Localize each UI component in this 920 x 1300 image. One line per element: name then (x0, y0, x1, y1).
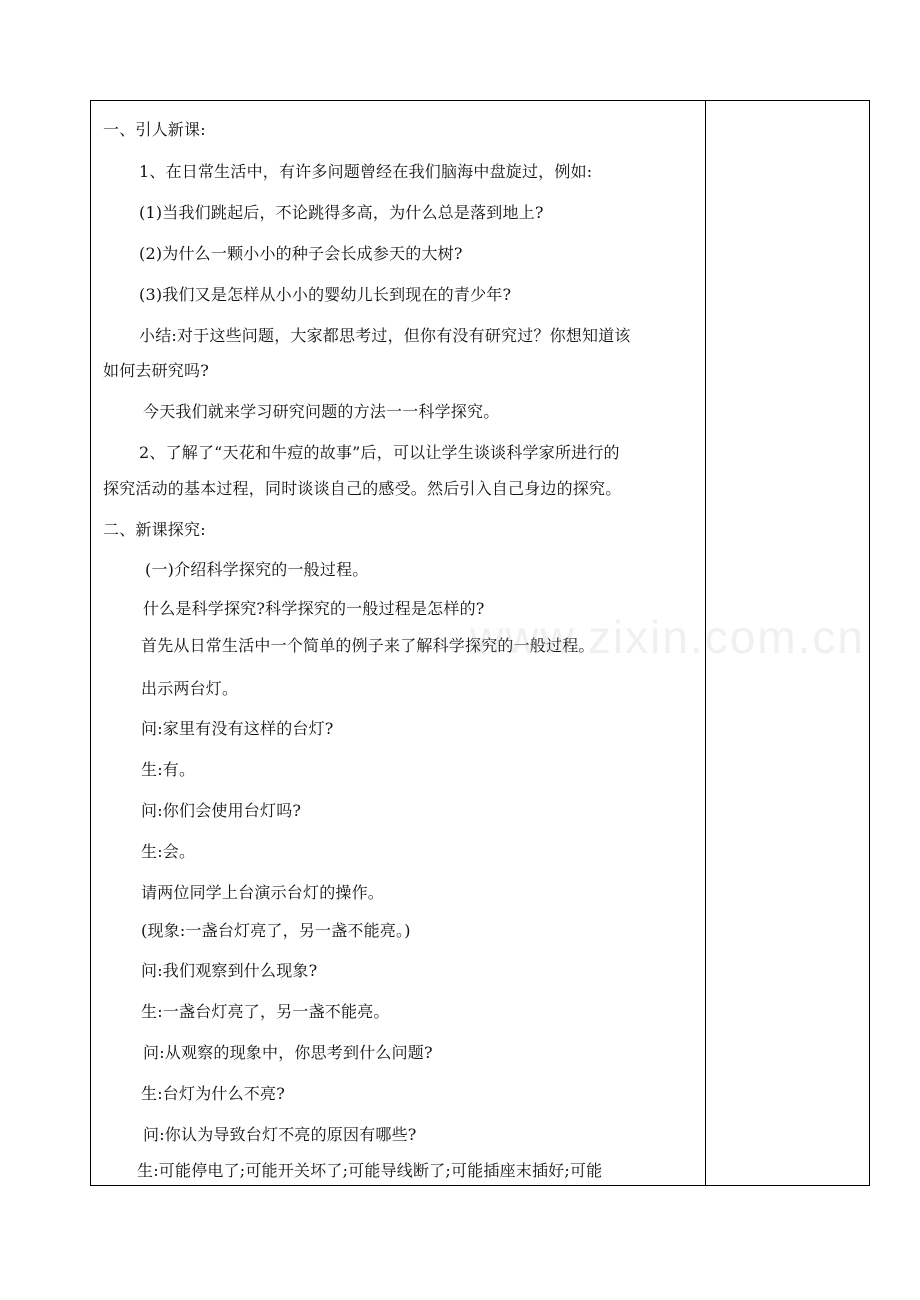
paragraph-line: (2)为什么一颗小小的种子会长成参天的大树? (139, 244, 463, 263)
paragraph-line: 出示两台灯。 (141, 679, 239, 698)
watermark-logo: www.zixin.com.cn (470, 611, 865, 663)
paragraph-line: 什么是科学探究?科学探究的一般过程是怎样的? (143, 599, 485, 618)
dialogue-line: 问:你认为导致台灯不亮的原因有哪些? (143, 1125, 417, 1144)
paragraph-line: (1)当我们跳起后，不论跳得多高，为什么总是落到地上? (139, 203, 544, 222)
section-heading-new-lesson: 二、新课探究: (103, 520, 206, 539)
dialogue-line: 生:有。 (141, 760, 196, 779)
paragraph-line: 1、在日常生活中，有许多问题曾经在我们脑海中盘旋过，例如: (139, 162, 593, 181)
dialogue-line: 问:你们会使用台灯吗? (141, 801, 302, 820)
dialogue-line: 生:可能停电了;可能开关坏了;可能导线断了;可能插座末插好;可能 (137, 1161, 603, 1180)
dialogue-line: 生:一盏台灯亮了，另一盏不能亮。 (141, 1002, 390, 1021)
dialogue-line: 生:台灯为什么不亮? (141, 1084, 285, 1103)
paragraph-line: 请两位同学上台演示台灯的操作。 (141, 883, 385, 902)
paragraph-line: (3)我们又是怎样从小小的婴幼儿长到现在的青少年? (139, 285, 512, 304)
dialogue-line: 生:会。 (141, 842, 196, 861)
paragraph-line: (现象:一盏台灯亮了，另一盏不能亮。) (141, 921, 411, 940)
paragraph-line: 2、了解了“天花和牛痘的故事”后，可以让学生谈谈科学家所进行的 (139, 443, 620, 462)
section-heading-intro: 一、引人新课: (103, 120, 206, 139)
dialogue-line: 问:从观察的现象中，你思考到什么问题? (143, 1043, 433, 1062)
paragraph-line: 如何去研究吗? (103, 361, 209, 380)
paragraph-line: 小结:对于这些问题，大家都思考过，但你有没有研究过？你想知道该 (139, 326, 631, 345)
subsection-heading: (一)介绍科学探究的一般过程。 (145, 560, 369, 579)
dialogue-line: 问:家里有没有这样的台灯? (141, 719, 334, 738)
dialogue-line: 问:我们观察到什么现象? (141, 961, 318, 980)
paragraph-line: 探究活动的基本过程，同时谈谈自己的感受。然后引入自己身边的探究。 (103, 479, 622, 498)
paragraph-line: 今天我们就来学习研究问题的方法一一科学探究。 (143, 402, 500, 421)
paragraph-line: 首先从日常生活中一个简单的例子来了解科学探究的一般过程。 (141, 636, 595, 655)
